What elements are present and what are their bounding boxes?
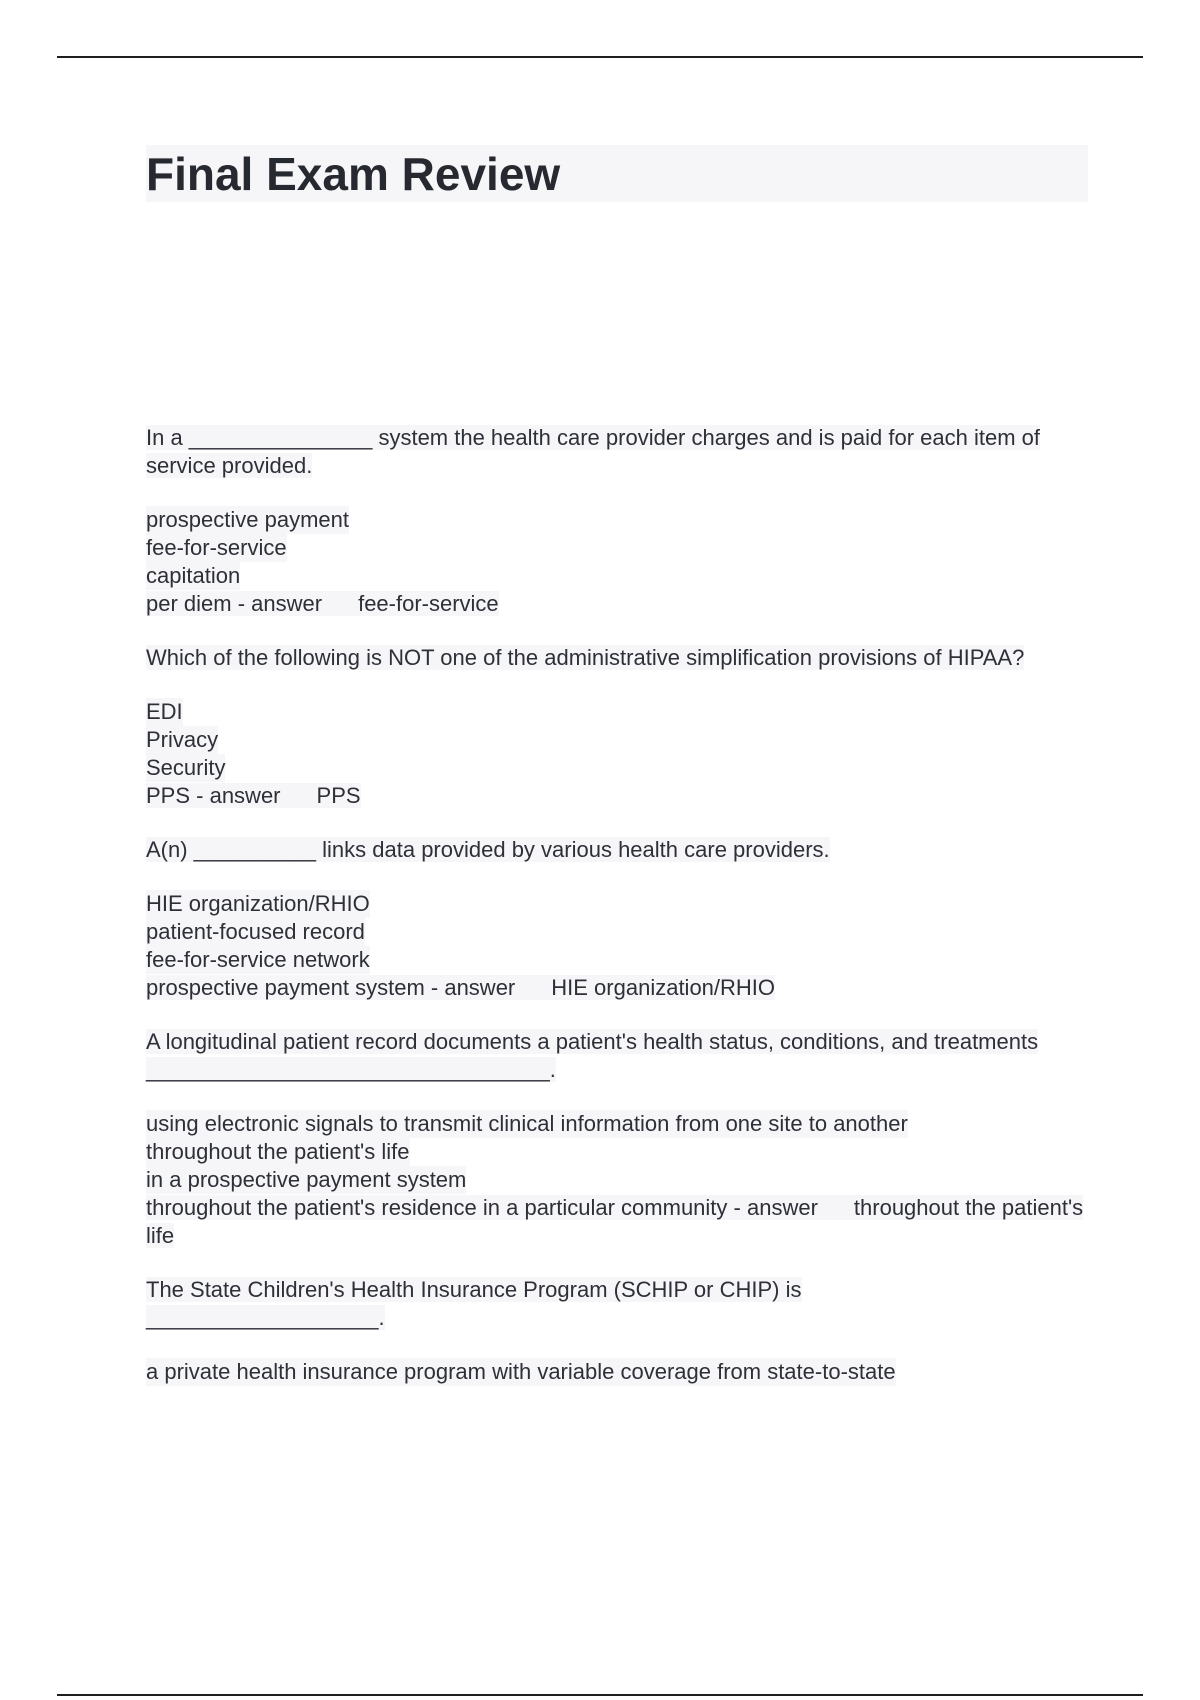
option: prospective payment system: [146, 975, 425, 1000]
qa-item-3: [146, 836, 1096, 864]
options-1: [146, 506, 1096, 618]
answer-line-3: [146, 975, 775, 1000]
options-4: [146, 1110, 1096, 1250]
answer-line-1: [146, 591, 499, 616]
options-2: [146, 698, 1096, 810]
option: fee-for-service: [146, 535, 287, 560]
option: prospective payment: [146, 507, 349, 532]
answer-value: HIE organization/RHIO: [551, 975, 776, 1000]
answer-label: - answer: [190, 783, 281, 808]
answer-line-2: [146, 783, 361, 808]
answer-label: - answer: [727, 1195, 818, 1220]
question-2: Which of the following is NOT one of the administrative simplification provisions of HIPAA?: [146, 645, 1025, 670]
qa-list: [146, 424, 1096, 1412]
answer-value: PPS: [316, 783, 361, 808]
bottom-rule: [57, 1694, 1143, 1696]
option: per diem: [146, 591, 232, 616]
option: Privacy: [146, 727, 219, 752]
page-title: Final Exam Review: [146, 148, 561, 200]
question-4: A longitudinal patient record documents a patient's health status, conditions, and treatments _________________________________.: [146, 1029, 1039, 1082]
answer-value: throughout the patient's life: [146, 1195, 1084, 1248]
qa-item-5: [146, 1276, 1096, 1332]
option: capitation: [146, 563, 241, 588]
qa-item-1: [146, 424, 1096, 480]
option: fee-for-service network: [146, 947, 370, 972]
option: in a prospective payment system: [146, 1167, 467, 1192]
qa-item-4: [146, 1028, 1096, 1084]
options-5: [146, 1358, 1096, 1386]
top-rule: [57, 56, 1143, 58]
option: throughout the patient's residence in a particular community: [146, 1195, 728, 1220]
answer-value: fee-for-service: [358, 591, 499, 616]
option: throughout the patient's life: [146, 1139, 410, 1164]
option: using electronic signals to transmit clinical information from one site to another: [146, 1111, 908, 1136]
option: patient-focused record: [146, 919, 365, 944]
option: PPS: [146, 783, 191, 808]
answer-label: - answer: [231, 591, 323, 616]
option: HIE organization/RHIO: [146, 891, 370, 916]
option: Security: [146, 755, 226, 780]
question-5: The State Children's Health Insurance Program (SCHIP or CHIP) is ___________________.: [146, 1277, 802, 1330]
question-3: A(n) __________ links data provided by various health care providers.: [146, 837, 830, 862]
qa-item-2: [146, 644, 1096, 672]
option: EDI: [146, 699, 183, 724]
question-1: In a _______________ system the health care provider charges and is paid for each item of service provided.: [146, 425, 1041, 478]
options-3: [146, 890, 1096, 1002]
option: a private health insurance program with variable coverage from state-to-state: [146, 1359, 896, 1384]
answer-line-4: [146, 1195, 1083, 1248]
answer-label: - answer: [424, 975, 516, 1000]
